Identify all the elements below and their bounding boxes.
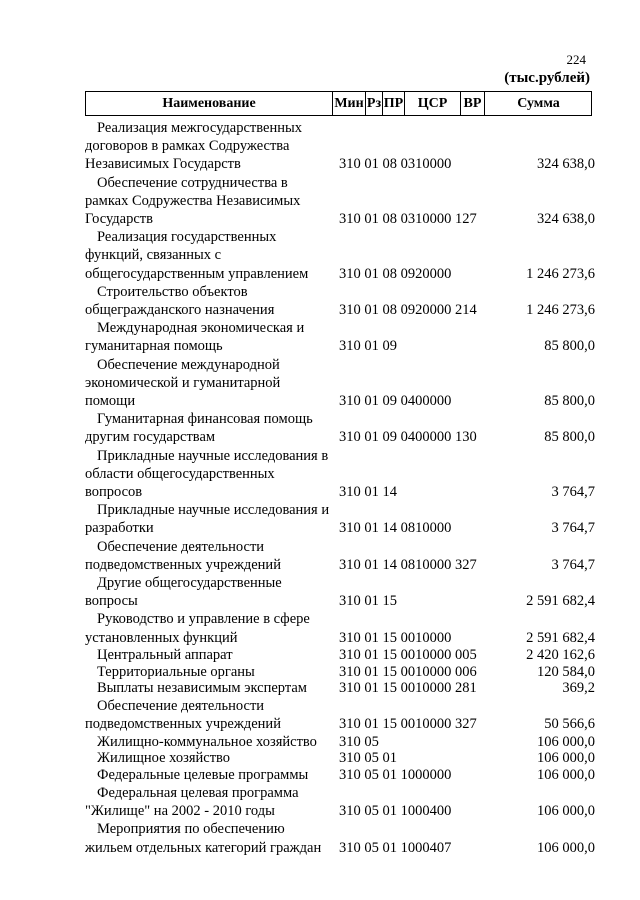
header-name: Наименование — [162, 96, 256, 111]
header-csr: ЦСР — [404, 92, 460, 115]
header-vr: ВР — [460, 92, 484, 115]
table-row — [85, 356, 605, 411]
row-codes: 310 01 08 0920000 214 — [339, 302, 477, 319]
row-sum: 3 764,7 — [551, 520, 595, 537]
row-codes: 310 01 15 0010000 — [339, 629, 452, 646]
table-row — [85, 647, 605, 664]
row-name: Обеспечение сотрудничества в рамках Содружества Независимых Государств — [85, 174, 301, 228]
row-codes: 310 01 15 0010000 006 — [339, 663, 477, 680]
row-name: Жилищно-коммунальное хозяйство — [97, 733, 317, 750]
row-sum: 120 584,0 — [537, 663, 595, 680]
row-codes: 310 01 15 — [339, 593, 397, 610]
row-codes: 310 01 15 0010000 327 — [339, 716, 477, 733]
row-codes: 310 01 08 0310000 — [339, 156, 452, 173]
row-sum: 106 000,0 — [537, 839, 595, 856]
table-row — [85, 734, 605, 751]
row-sum: 324 638,0 — [537, 211, 595, 228]
row-sum: 2 591 682,4 — [526, 629, 595, 646]
row-name: Прикладные научные исследования в области общегосударственных вопросов — [85, 447, 329, 501]
header-min: Мин — [332, 92, 365, 115]
row-sum: 1 246 273,6 — [526, 302, 595, 319]
row-name: Федеральные целевые программы — [97, 767, 309, 784]
header-sum: Сумма — [484, 92, 592, 115]
units-label: (тыс.рублей) — [504, 70, 590, 86]
row-name: Обеспечение деятельности подведомственных учреждений — [85, 538, 281, 573]
table-row — [85, 538, 605, 574]
row-name: Международная экономическая и гуманитарная помощь — [85, 320, 305, 355]
row-name: Территориальные органы — [97, 663, 255, 680]
row-codes: 310 05 01 1000000 — [339, 767, 452, 784]
row-codes: 310 01 08 0920000 — [339, 265, 452, 282]
row-codes: 310 05 01 1000400 — [339, 803, 452, 820]
row-sum: 85 800,0 — [544, 429, 595, 446]
table-row — [85, 820, 605, 856]
row-name: Строительство объектов общегражданского назначения — [85, 283, 275, 319]
row-sum: 2 420 162,6 — [526, 646, 595, 663]
row-sum: 324 638,0 — [537, 156, 595, 173]
row-name: Центральный аппарат — [97, 646, 233, 663]
row-sum: 85 800,0 — [544, 338, 595, 355]
row-name: Реализация межгосударственных договоров в рамках Содружества Независимых Государств — [85, 120, 302, 173]
page-number: 224 — [566, 52, 586, 67]
table-row — [85, 664, 605, 681]
row-codes: 310 01 15 0010000 281 — [339, 680, 477, 697]
row-sum: 106 000,0 — [537, 803, 595, 820]
row-sum: 369,2 — [562, 680, 595, 697]
row-name: Жилищное хозяйство — [97, 750, 231, 767]
table-header — [85, 91, 592, 116]
row-name: Обеспечение международной экономической и гуманитарной помощи — [85, 356, 281, 410]
row-sum: 1 246 273,6 — [526, 265, 595, 282]
table-row — [85, 319, 605, 355]
table-row — [85, 119, 605, 174]
table-row — [85, 283, 605, 319]
row-sum: 50 566,6 — [544, 716, 595, 733]
row-name: Выплаты независимым экспертам — [97, 680, 307, 697]
row-name: Прикладные научные исследования и разработки — [85, 502, 330, 537]
row-name: Реализация государственных функций, связанных с общегосударственным управлением — [85, 229, 309, 282]
row-codes: 310 05 01 1000407 — [339, 839, 452, 856]
row-codes: 310 01 09 0400000 — [339, 393, 452, 410]
row-codes: 310 05 — [339, 733, 379, 750]
table-row — [85, 750, 605, 767]
row-codes: 310 01 08 0310000 127 — [339, 211, 477, 228]
row-codes: 310 01 14 0810000 — [339, 520, 452, 537]
row-name: Федеральная целевая программа "Жилище" на 2002 - 2010 годы — [85, 785, 299, 820]
row-sum: 3 764,7 — [551, 556, 595, 573]
header-rz: Рз — [365, 92, 382, 115]
table-row — [85, 697, 605, 733]
table-row — [85, 767, 605, 784]
table-body — [85, 119, 605, 857]
table-row — [85, 447, 605, 502]
row-codes: 310 01 14 — [339, 484, 397, 501]
row-codes: 310 05 01 — [339, 750, 397, 767]
row-sum: 85 800,0 — [544, 393, 595, 410]
row-name: Другие общегосударственные вопросы — [85, 575, 282, 610]
table-row — [85, 680, 605, 697]
row-sum: 3 764,7 — [551, 484, 595, 501]
row-name: Обеспечение деятельности подведомственных учреждений — [85, 698, 281, 733]
header-pr: ПР — [382, 92, 404, 115]
table-row — [85, 174, 605, 229]
table-row — [85, 501, 605, 537]
row-sum: 2 591 682,4 — [526, 593, 595, 610]
table-row — [85, 228, 605, 283]
row-codes: 310 01 15 0010000 005 — [339, 646, 477, 663]
row-sum: 106 000,0 — [537, 733, 595, 750]
table-row — [85, 410, 605, 446]
row-name: Гуманитарная финансовая помощь другим государствам — [85, 411, 313, 446]
table-row — [85, 574, 605, 610]
row-name: Руководство и управление в сфере установленных функций — [85, 611, 310, 646]
table-row — [85, 784, 605, 820]
row-codes: 310 01 09 0400000 130 — [339, 429, 477, 446]
row-sum: 106 000,0 — [537, 767, 595, 784]
row-codes: 310 01 09 — [339, 338, 397, 355]
row-name: Мероприятия по обеспечению жильем отдельных категорий граждан — [85, 821, 322, 856]
row-codes: 310 01 14 0810000 327 — [339, 556, 477, 573]
table-row — [85, 610, 605, 646]
row-sum: 106 000,0 — [537, 750, 595, 767]
